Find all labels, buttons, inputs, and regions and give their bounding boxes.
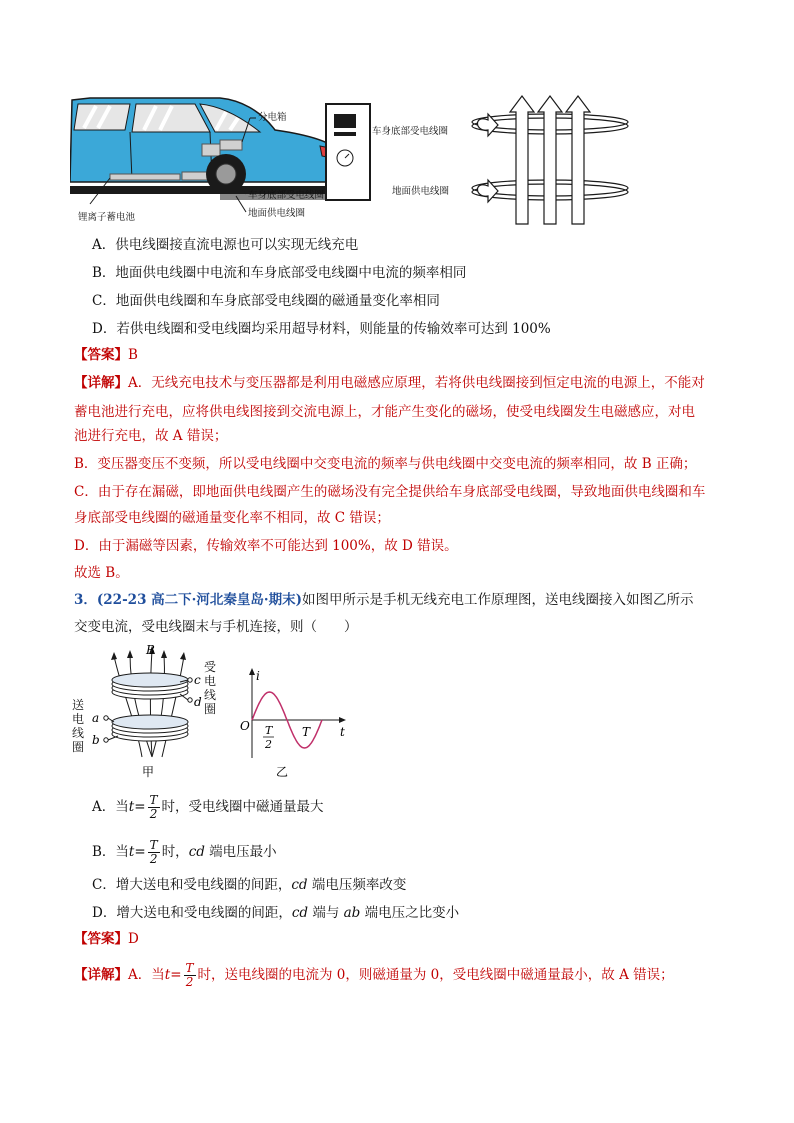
q2-detail-line-2: 蓄电池进行充电，应将供电线图接到交流电源上，才能产生变化的磁场，使受电线圈发生电磁感应，对电 [74,404,695,420]
label-recv-coil-right: 车身底部受电线圈 [372,126,449,137]
opt-b-suffix: 端电压最小 [204,844,277,860]
q3-option-b [92,839,277,866]
distribution-box [202,144,220,156]
q3-stem-line-2: 交变电流，受电线圈末与手机连接，则（ ） [74,619,358,635]
label-T: T [302,725,311,739]
opt-a-var: t [128,799,135,815]
q3-option-d [92,903,459,923]
detail-tag: 【详解】 [74,375,128,391]
q2-detail-line-3: 池进行充电，故 A 错误； [74,428,228,444]
q2-detail-line-7: D．由于漏磁等因素，传输效率不可能达到 100%，故 D 错误。 [74,538,458,554]
label-t: t [340,725,345,739]
q2-detail-line-5: C．由于存在漏磁，即地面供电线圈产生的磁场没有完全提供给车身底部受电线圈，导致地面供电线圈和车 [74,484,706,500]
label-T2-den: 2 [265,738,272,751]
caption-jia: 甲 [142,765,155,779]
opt-d-pre: D．增大送电和受电线圈的间距， [92,905,292,921]
q3-detail-line-1 [74,962,674,989]
opt-a-frac [148,794,160,821]
answer-value: D [128,931,139,947]
curved-arrows [478,114,499,202]
answer-tag: 【答案】 [74,347,128,363]
label-car-coil: 车身底部受电线圈 [248,190,325,201]
opt-b-prefix: B．当 [92,844,129,860]
detail-frac [184,962,196,989]
frac-num: T [149,793,158,807]
opt-b-cd: cd [188,844,205,860]
detail-pre: A．当 [128,967,165,983]
opt-a-prefix: A．当 [92,799,129,815]
q3-stem-text: 如图甲所示是手机无线充电工作原理图，送电线圈接入如图乙所示 [301,592,694,608]
label-ground-coil: 地面供电线圈 [248,208,306,219]
answer-tag: 【答案】 [74,931,128,947]
detail-var: t [164,967,171,983]
label-c: c [194,673,201,687]
label-b: b [92,733,100,747]
opt-b-eq: = [134,844,146,860]
opt-c-pre: C．增大送电和受电线圈的间距， [92,877,292,893]
q2-detail-line-8: 故选 B。 [74,565,129,581]
battery [110,174,180,180]
q3-option-a [92,794,324,821]
wireless-charging-figure [70,90,640,230]
opt-b-var: t [128,844,135,860]
q2-detail-line-4: B．变压器变压不变频，所以受电线圈中交变电流的频率与供电线圈中交变电流的频率相同，故 B 正确； [74,456,697,472]
q3-stem-line-1 [74,590,693,610]
frac-den: 2 [149,852,158,866]
label-a: a [92,711,100,725]
opt-d-post: 端电压之比变小 [360,905,460,921]
label-i: i [256,669,260,683]
label-B: B [146,643,155,657]
q2-detail-line-6: 身底部受电线圈的磁通量变化率不相同，故 C 错误； [74,510,390,526]
label-send-coil-vertical: 送电线圈 [72,698,85,754]
label-battery: 锂离子蓄电池 [78,212,136,223]
opt-b-suffix-pre: 时， [161,844,189,860]
opt-c-post: 端电压频率改变 [307,877,407,893]
q2-answer [74,345,138,365]
detail-tag: 【详解】 [74,967,128,983]
q3-answer [74,929,139,949]
label-O: O [240,719,250,733]
q3-option-c [92,875,406,895]
field-arrows [510,96,590,224]
label-d: d [194,695,202,709]
q2-option-c: C．地面供电线圈和车身底部受电线圈的磁通量变化率相同 [92,293,440,309]
opt-a-eq: = [134,799,146,815]
q2-detail-line-1 [74,373,705,393]
caption-yi: 乙 [276,765,289,779]
detail-post: 时，送电线圈的电流为 0，则磁通量为 0，受电线圈中磁通量最小，故 A 错误； [197,967,674,983]
opt-b-frac [148,839,160,866]
frac-den: 2 [185,975,194,989]
opt-d-mid: 端与 [308,905,344,921]
opt-c-cd: cd [291,877,308,893]
q2-option-b: B．地面供电线圈中电流和车身底部受电线圈中电流的频率相同 [92,265,467,281]
frac-den: 2 [149,807,158,821]
detail-text: A．无线充电技术与变压器都是利用电磁感应原理，若将供电线圈接到恒定电流的电源上，不能对 [128,375,705,391]
opt-d-cd: cd [291,905,309,921]
q3-number: 3． [74,592,97,608]
answer-value: B [128,347,138,363]
label-ground-coil-right: 地面供电线圈 [392,186,450,197]
frac-num: T [185,961,194,975]
q2-option-d: D．若供电线圈和受电线圈均采用超导材料，则能量的传输效率可达到 100% [92,321,551,337]
frac-num: T [149,838,158,852]
label-recv-coil-vertical: 受电线圈 [204,660,217,716]
q3-source: (22-23 高二下·河北秦皇岛·期末) [96,592,302,608]
label-T2-num: T [265,724,273,737]
figure-yi [234,660,354,780]
detail-eq: = [170,967,182,983]
opt-d-ab: ab [343,905,361,921]
label-distribution-box: 分电箱 [258,112,287,123]
opt-a-suffix: 时，受电线圈中磁通量最大 [161,799,324,815]
q2-option-a: A．供电线圈接直流电源也可以实现无线充电 [92,237,359,253]
